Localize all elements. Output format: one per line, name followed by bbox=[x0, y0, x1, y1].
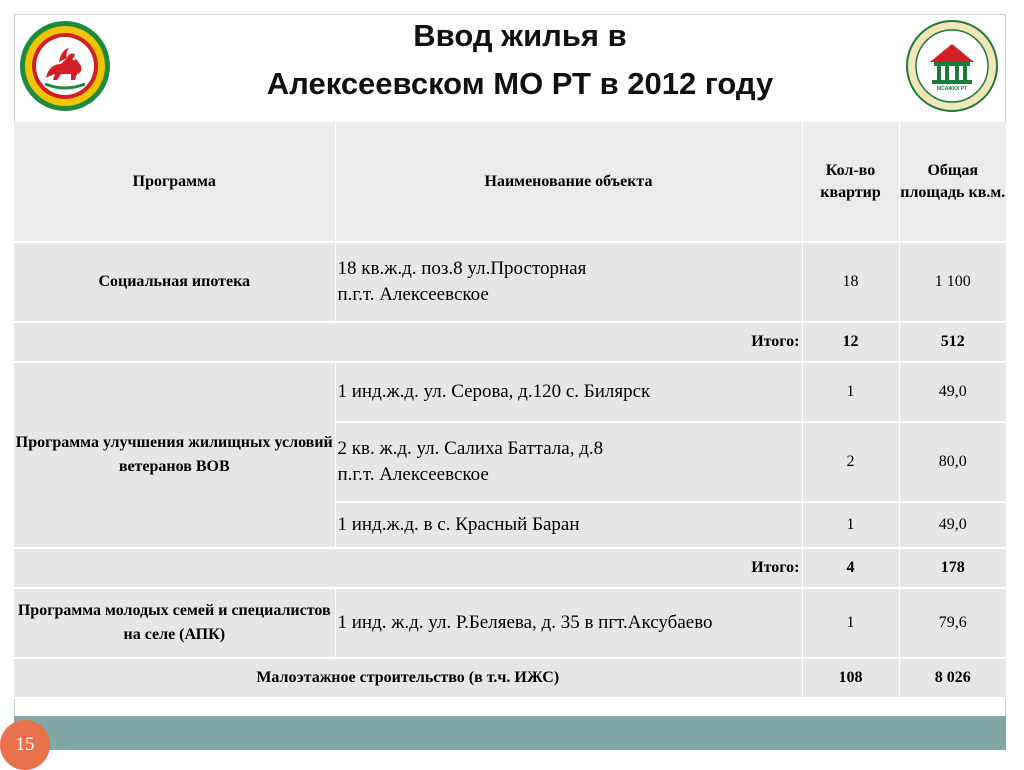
total-label: Итого: bbox=[14, 548, 802, 588]
header-row bbox=[14, 122, 1006, 242]
apartments-cell: 18 bbox=[802, 242, 899, 322]
grand-total-row bbox=[14, 658, 1006, 698]
apartments-cell: 1 bbox=[802, 502, 899, 548]
table-row bbox=[14, 588, 1006, 658]
table-row bbox=[14, 242, 1006, 322]
total-apartments: 4 bbox=[802, 548, 899, 588]
header-program: Программа bbox=[14, 122, 335, 242]
total-area: 178 bbox=[899, 548, 1006, 588]
object-cell bbox=[335, 422, 802, 502]
total-row bbox=[14, 322, 1006, 362]
tatarstan-coat-of-arms-icon bbox=[19, 20, 111, 112]
slide-title bbox=[130, 12, 910, 108]
area-cell: 49,0 bbox=[899, 362, 1006, 422]
grand-total-area: 8 026 bbox=[899, 658, 1006, 698]
program-cell: Программа улучшения жилищных условий ветеранов ВОВ bbox=[14, 362, 335, 548]
total-apartments: 12 bbox=[802, 322, 899, 362]
object-line: 1 инд. ж.д. ул. Р.Беляева, д. 35 в пгт.Аксубаево bbox=[337, 612, 713, 633]
area-cell: 1 100 bbox=[899, 242, 1006, 322]
apartments-cell: 1 bbox=[802, 588, 899, 658]
emblem-right-text: МСАЖКХ РТ bbox=[937, 86, 967, 92]
total-label: Итого: bbox=[14, 322, 802, 362]
area-cell: 49,0 bbox=[899, 502, 1006, 548]
total-row bbox=[14, 548, 1006, 588]
object-line: 2 кв. ж.д. ул. Салиха Баттала, д.8 bbox=[337, 438, 604, 459]
header-apartments: Кол-во квартир bbox=[802, 122, 899, 242]
object-cell bbox=[335, 588, 802, 658]
object-line: п.г.т. Алексеевское bbox=[337, 284, 489, 305]
housing-table bbox=[14, 122, 1006, 699]
grand-total-apartments: 108 bbox=[802, 658, 899, 698]
title-line-1: Ввод жилья в bbox=[413, 18, 627, 53]
object-line: 1 инд.ж.д. в с. Красный Баран bbox=[337, 514, 580, 535]
title-line-2: Алексеевском МО РТ в 2012 году bbox=[266, 66, 774, 101]
table-row bbox=[14, 362, 1006, 422]
page-number-badge: 15 bbox=[0, 720, 50, 770]
total-area: 512 bbox=[899, 322, 1006, 362]
housing-ministry-emblem-icon bbox=[906, 20, 998, 112]
program-cell: Программа молодых семей и специалистов на селе (АПК) bbox=[14, 588, 335, 658]
object-cell bbox=[335, 242, 802, 322]
object-line: п.г.т. Алексеевское bbox=[337, 464, 489, 485]
object-cell bbox=[335, 502, 802, 548]
area-cell: 79,6 bbox=[899, 588, 1006, 658]
area-cell: 80,0 bbox=[899, 422, 1006, 502]
apartments-cell: 2 bbox=[802, 422, 899, 502]
grand-total-label: Малоэтажное строительство (в т.ч. ИЖС) bbox=[14, 658, 802, 698]
bottom-accent-bar bbox=[14, 716, 1006, 750]
object-cell bbox=[335, 362, 802, 422]
object-line: 18 кв.ж.д. поз.8 ул.Просторная bbox=[337, 258, 587, 279]
program-cell: Социальная ипотека bbox=[14, 242, 335, 322]
apartments-cell: 1 bbox=[802, 362, 899, 422]
object-line: 1 инд.ж.д. ул. Серова, д.120 с. Билярск bbox=[337, 381, 651, 402]
header-object: Наименование объекта bbox=[335, 122, 802, 242]
header-area: Общая площадь кв.м. bbox=[899, 122, 1006, 242]
